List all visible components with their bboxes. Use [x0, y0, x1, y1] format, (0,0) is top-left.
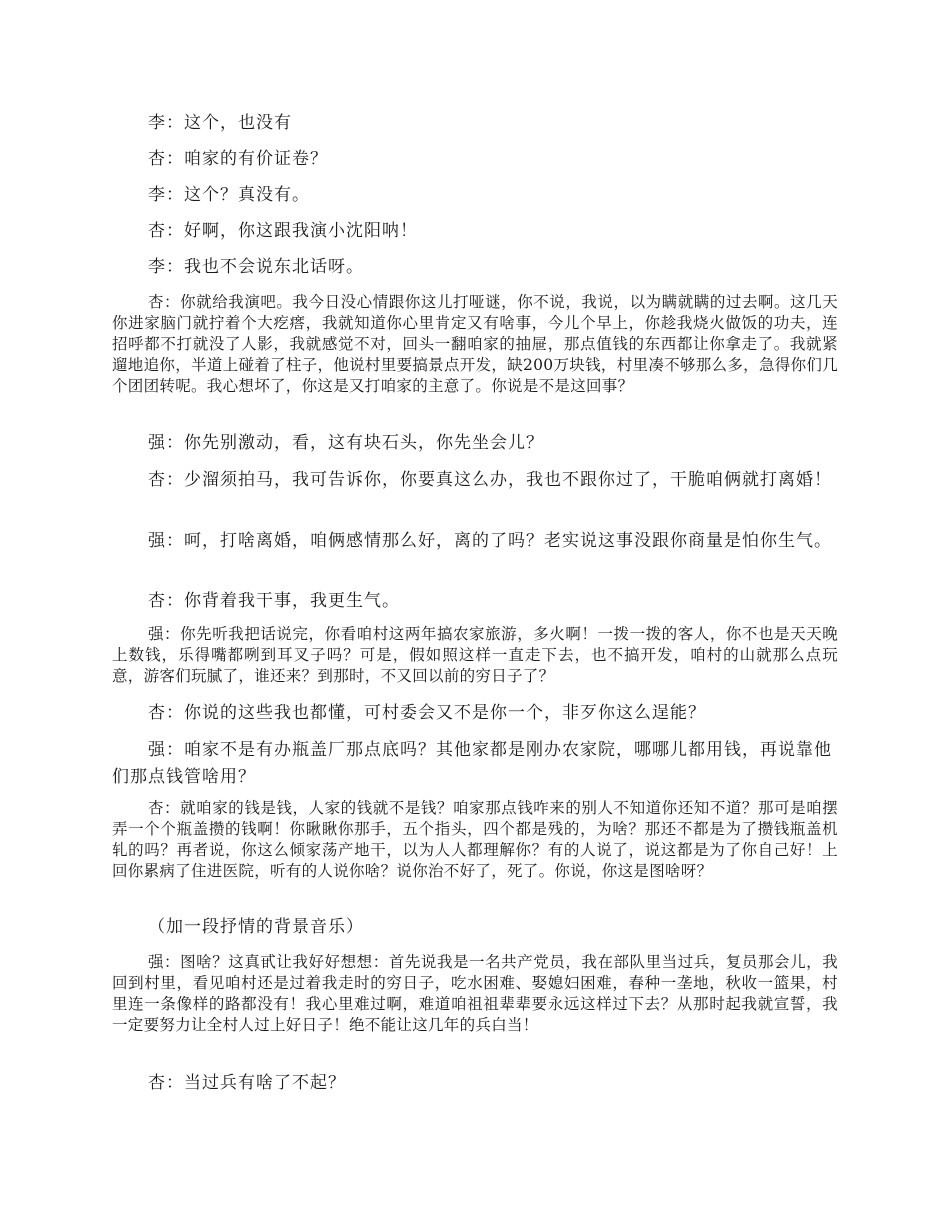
dialogue-paragraph — [112, 798, 838, 882]
dialogue-line — [112, 182, 838, 209]
dialogue-line — [112, 254, 838, 281]
dialogue-line — [112, 528, 838, 555]
dialogue-line — [112, 737, 838, 791]
dialogue-line — [112, 588, 838, 615]
dialogue-paragraph — [112, 292, 838, 397]
dialogue-text: 杏：当过兵有啥了不起？ — [148, 1073, 346, 1093]
dialogue-text: 杏：少溜须拍马，我可告诉你，你要真这么办，我也不跟你过了，干脆咱俩就打离婚！ — [148, 470, 832, 490]
dialogue-text: （加一段抒情的背景音乐） — [148, 917, 364, 937]
dialogue-text: 强：图啥？这真甙让我好好想想：首先说我是一名共产党员，我在部队里当过兵，复员那会儿，我回到村里，看见咱村还是过着我走时的穷日子，吃水困难、娶媳妇困难，春种一垄地，秋收一篮果，村里连一条像样的路都没有！我心里难过啊，难道咱祖祖辈辈要永远这样过下去？从那时起我就宣誓，我一定要努力让全村人过上好日子！绝不能让这几年的兵白当！ — [112, 953, 838, 1034]
dialogue-text: 强：呵，打啥离婚，咱俩感情那么好，离的了吗？老实说这事没跟你商量是怕你生气。 — [148, 531, 832, 551]
dialogue-line — [112, 218, 838, 245]
dialogue-text: 强：你先听我把话说完，你看咱村这两年搞农家旅游，多火啊！一拨一拨的客人，你不也是天天晚上数钱，乐得嘴都咧到耳叉子吗？可是，假如照这样一直走下去，也不搞开发，咱村的山就那么点玩意，游客们玩腻了，谁还来？到那时，不又回以前的穷日子了？ — [112, 625, 838, 685]
dialogue-text: 强：你先别激动，看，这有块石头，你先坐会儿？ — [148, 433, 544, 453]
dialogue-text: 李：这个，也没有 — [148, 113, 292, 133]
dialogue-text: 杏：你背着我干事，我更生气。 — [148, 591, 400, 611]
dialogue-line — [112, 430, 838, 457]
dialogue-paragraph — [112, 624, 838, 687]
dialogue-line — [112, 467, 838, 494]
dialogue-text: 李：这个？真没有。 — [148, 185, 310, 205]
dialogue-line — [112, 700, 838, 727]
dialogue-line — [112, 110, 838, 137]
dialogue-text: 李：我也不会说东北话呀。 — [148, 257, 364, 277]
dialogue-text: 杏：你就给我演吧。我今日没心情跟你这儿打哑谜，你不说，我说，以为瞒就瞒的过去啊。这几天你进家脑门就拧着个大疙瘩，我就知道你心里肯定又有啥事，今儿个早上，你趁我烧火做饭的功夫，连招呼都不打就没了人影，我就感觉不对，回头一翻咱家的抽屉，那点值钱的东西都让你拿走了。我就紧遛地追你，半道上碰着了柱子，他说村里要搞景点开发，缺200万块钱，村里凑不够那么多，急得你们几个团团转呢。我心想坏了，你这是又打咱家的主意了。你说是不是这回事？ — [112, 293, 838, 395]
dialogue-text: 杏：就咱家的钱是钱，人家的钱就不是钱？咱家那点钱咋来的别人不知道你还知不道？那可是咱摆弄一个个瓶盖攒的钱啊！你瞅瞅你那手，五个指头，四个都是残的，为啥？那还不都是为了攒钱瓶盖机轧的吗？再者说，你这么倾家荡产地干，以为人人都理解你？有的人说了，说这都是为了你自己好！上回你累病了住进医院，听有的人说你啥？说你治不好了，死了。你说，你这是图啥呀？ — [112, 799, 838, 880]
dialogue-line — [112, 1070, 838, 1097]
dialogue-paragraph — [112, 952, 838, 1036]
dialogue-text: 杏：咱家的有价证卷？ — [148, 149, 328, 169]
stage-direction — [112, 914, 838, 941]
dialogue-line — [112, 146, 838, 173]
dialogue-text: 杏：你说的这些我也都懂，可村委会又不是你一个，非歹你这么逞能？ — [148, 703, 706, 723]
dialogue-text: 杏：好啊，你这跟我演小沈阳呐！ — [148, 221, 418, 241]
dialogue-text: 强：咱家不是有办瓶盖厂那点底吗？其他家都是刚办农家院，哪哪儿都用钱，再说靠他们那点钱管啥用？ — [112, 740, 832, 787]
